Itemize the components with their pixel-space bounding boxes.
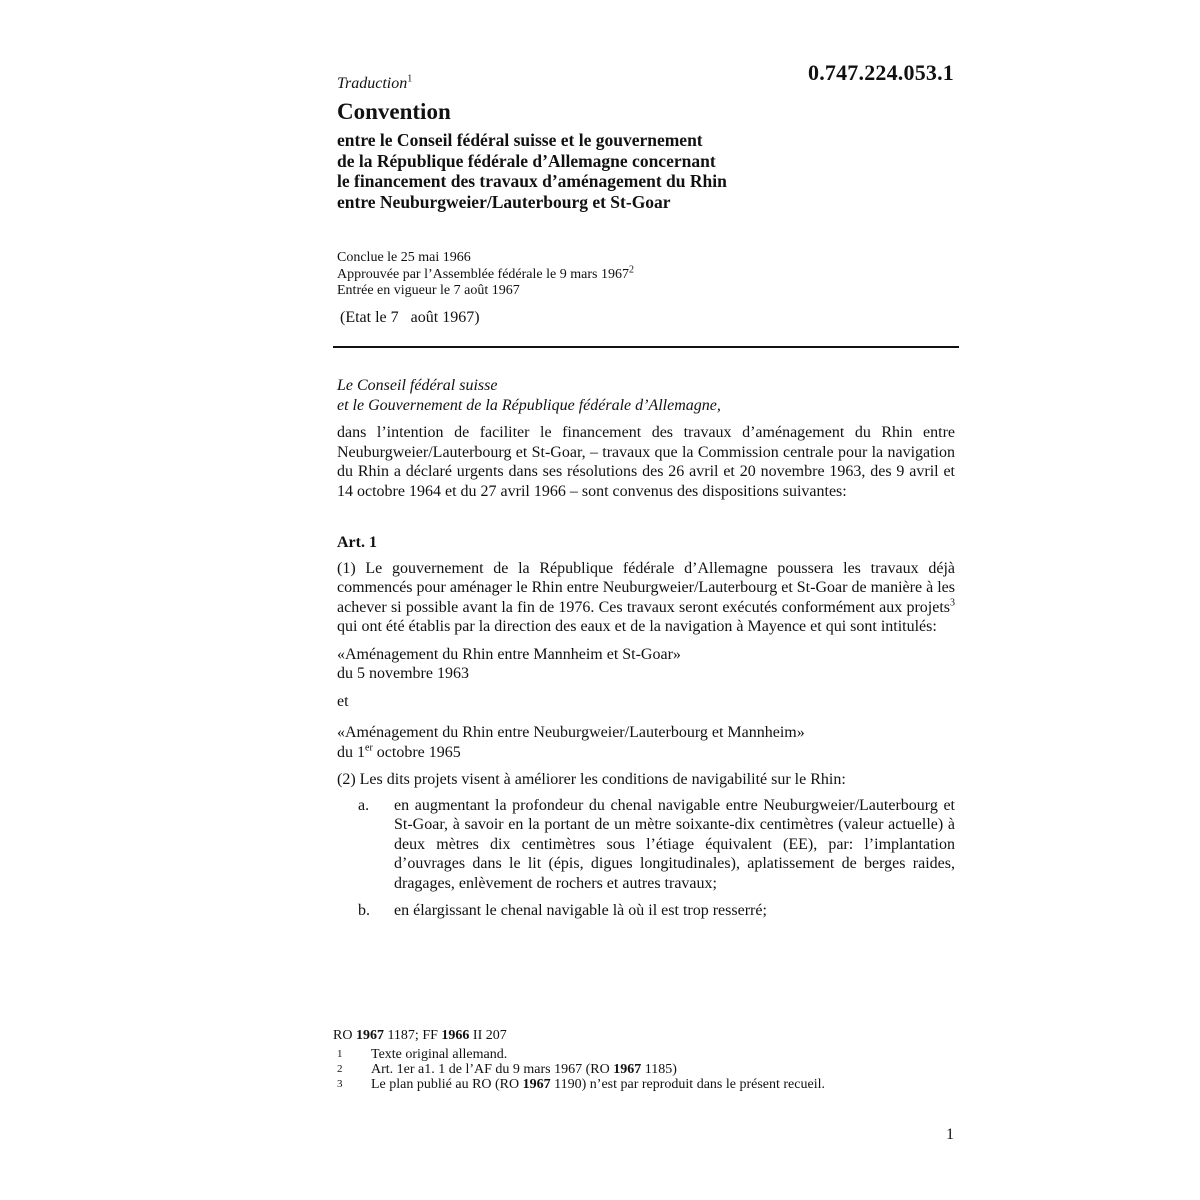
traduction-label: Traduction$^1$ bbox=[337, 73, 413, 92]
document-header bbox=[337, 74, 957, 212]
footnote-text: Le plan publié au RO (RO 1967 1190) n’est par reproduit dans le présent recueil. bbox=[371, 1077, 825, 1092]
footnote-1 bbox=[333, 1047, 953, 1062]
preamble-text: dans l’intention de faciliter le financement des travaux d’aménagement du Rhin entre Neuburgweier/Lauterbourg et St-Goar, – travaux que la Commission centrale pour la navigation du Rhin a déclaré urgents dans ses résolutions des 26 avril et 20 novembre 1963, des 9 avril et 14 octobre 1964 et du 27 avril 1966 – sont convenus des dispositions suivantes: bbox=[337, 424, 955, 500]
article-1-paragraph-2: (2) Les dits projets visent à améliorer les conditions de navigabilité sur le Rhin: bbox=[337, 771, 846, 788]
list-item-letter: b. bbox=[358, 902, 370, 919]
subtitle-line: de la République fédérale d’Allemagne concernant bbox=[337, 150, 716, 171]
document-footer bbox=[333, 1028, 953, 1092]
footnote-number: 2 bbox=[337, 1063, 343, 1075]
preamble-parties bbox=[337, 376, 955, 415]
project-2-title: «Aménagement du Rhin entre Neuburgweier/Lauterbourg et Mannheim» bbox=[337, 724, 805, 741]
subtitle-line: le financement des travaux d’aménagement du Rhin bbox=[337, 171, 727, 191]
list-item-text: en élargissant le chenal navigable là où il est trop resserré; bbox=[394, 902, 767, 919]
footnote-text: Art. 1er a1. 1 de l’AF du 9 mars 1967 (RO 1967 1185) bbox=[371, 1062, 677, 1077]
footnote-3 bbox=[333, 1077, 953, 1092]
footnote-text: Texte original allemand. bbox=[371, 1047, 508, 1062]
document-body bbox=[337, 376, 955, 929]
footnote-number: 1 bbox=[337, 1048, 343, 1060]
footnote-ref-1[interactable]: 1 bbox=[407, 73, 413, 85]
conjunction: et bbox=[337, 692, 349, 710]
sr-number: 0.747.224.053.1 bbox=[808, 60, 954, 85]
document-subtitle bbox=[337, 130, 957, 212]
article-1-paragraph-1: (1) Le gouvernement de la République fédérale d’Allemagne poussera les travaux déjà commencés pour aménager le Rhin entre Neuburgweier/Lauterbourg et St-Goar de manière à les achever si possible avant la fin de 1976. Ces travaux seront exécutés conformément aux projets$^3$ qui ont été établis par la direction des eaux et de la navigation à Mayence et qui sont intitulés: bbox=[337, 559, 955, 635]
project-1-title: «Aménagement du Rhin entre Mannheim et St-Goar» bbox=[337, 645, 681, 663]
official-references: RO 1967 1187; FF 1966 II 207 bbox=[333, 1028, 507, 1043]
footnote-number: 3 bbox=[337, 1078, 343, 1090]
list-item-letter: a. bbox=[358, 796, 370, 814]
footnote-ref-2[interactable]: 2 bbox=[628, 263, 634, 275]
project-2 bbox=[337, 723, 955, 762]
document-dates bbox=[337, 250, 957, 300]
project-1-date: du 5 novembre 1963 bbox=[337, 665, 469, 682]
date-approved: Approuvée par l’Assemblée fédérale le 9 mars 1967$^2$ bbox=[337, 263, 634, 282]
subtitle-line: entre Neuburgweier/Lauterbourg et St-Goar bbox=[337, 191, 671, 212]
list-item bbox=[337, 796, 955, 894]
footnote-ref-3[interactable]: 3 bbox=[950, 597, 955, 609]
parties-line: et le Gouvernement de la République fédérale d’Allemagne, bbox=[337, 396, 721, 414]
parties-line: Le Conseil fédéral suisse bbox=[337, 377, 498, 394]
project-2-date: du 1er octobre 1965 bbox=[337, 742, 461, 761]
footnote-2 bbox=[333, 1062, 953, 1077]
date-in-force: Entrée en vigueur le 7 août 1967 bbox=[337, 283, 520, 298]
subtitle-line: entre le Conseil fédéral suisse et le gouvernement bbox=[337, 130, 703, 150]
header-divider bbox=[333, 346, 959, 348]
document-title: Convention bbox=[337, 99, 451, 124]
article-1-title: Art. 1 bbox=[337, 534, 377, 551]
measures-list bbox=[337, 796, 955, 921]
status-date: (Etat le 7 août 1967) bbox=[340, 309, 480, 326]
page-number: 1 bbox=[946, 1126, 954, 1143]
project-1 bbox=[337, 645, 955, 684]
list-item-text: en augmentant la profondeur du chenal navigable entre Neuburgweier/Lauterbourg et St-Goar, à savoir en la portant de un mètre soixante-dix centimètres (valeur actuelle) à deux mètres dix centimètres sous l’étiage équivalent (EE), par: l’implantation d’ouvrages dans le lit (épis, digues longitudinales), aplatissement de berges raides, dragages, enlèvement de rochers et autres travaux; bbox=[394, 796, 955, 892]
list-item bbox=[337, 901, 955, 921]
date-concluded: Conclue le 25 mai 1966 bbox=[337, 250, 471, 265]
